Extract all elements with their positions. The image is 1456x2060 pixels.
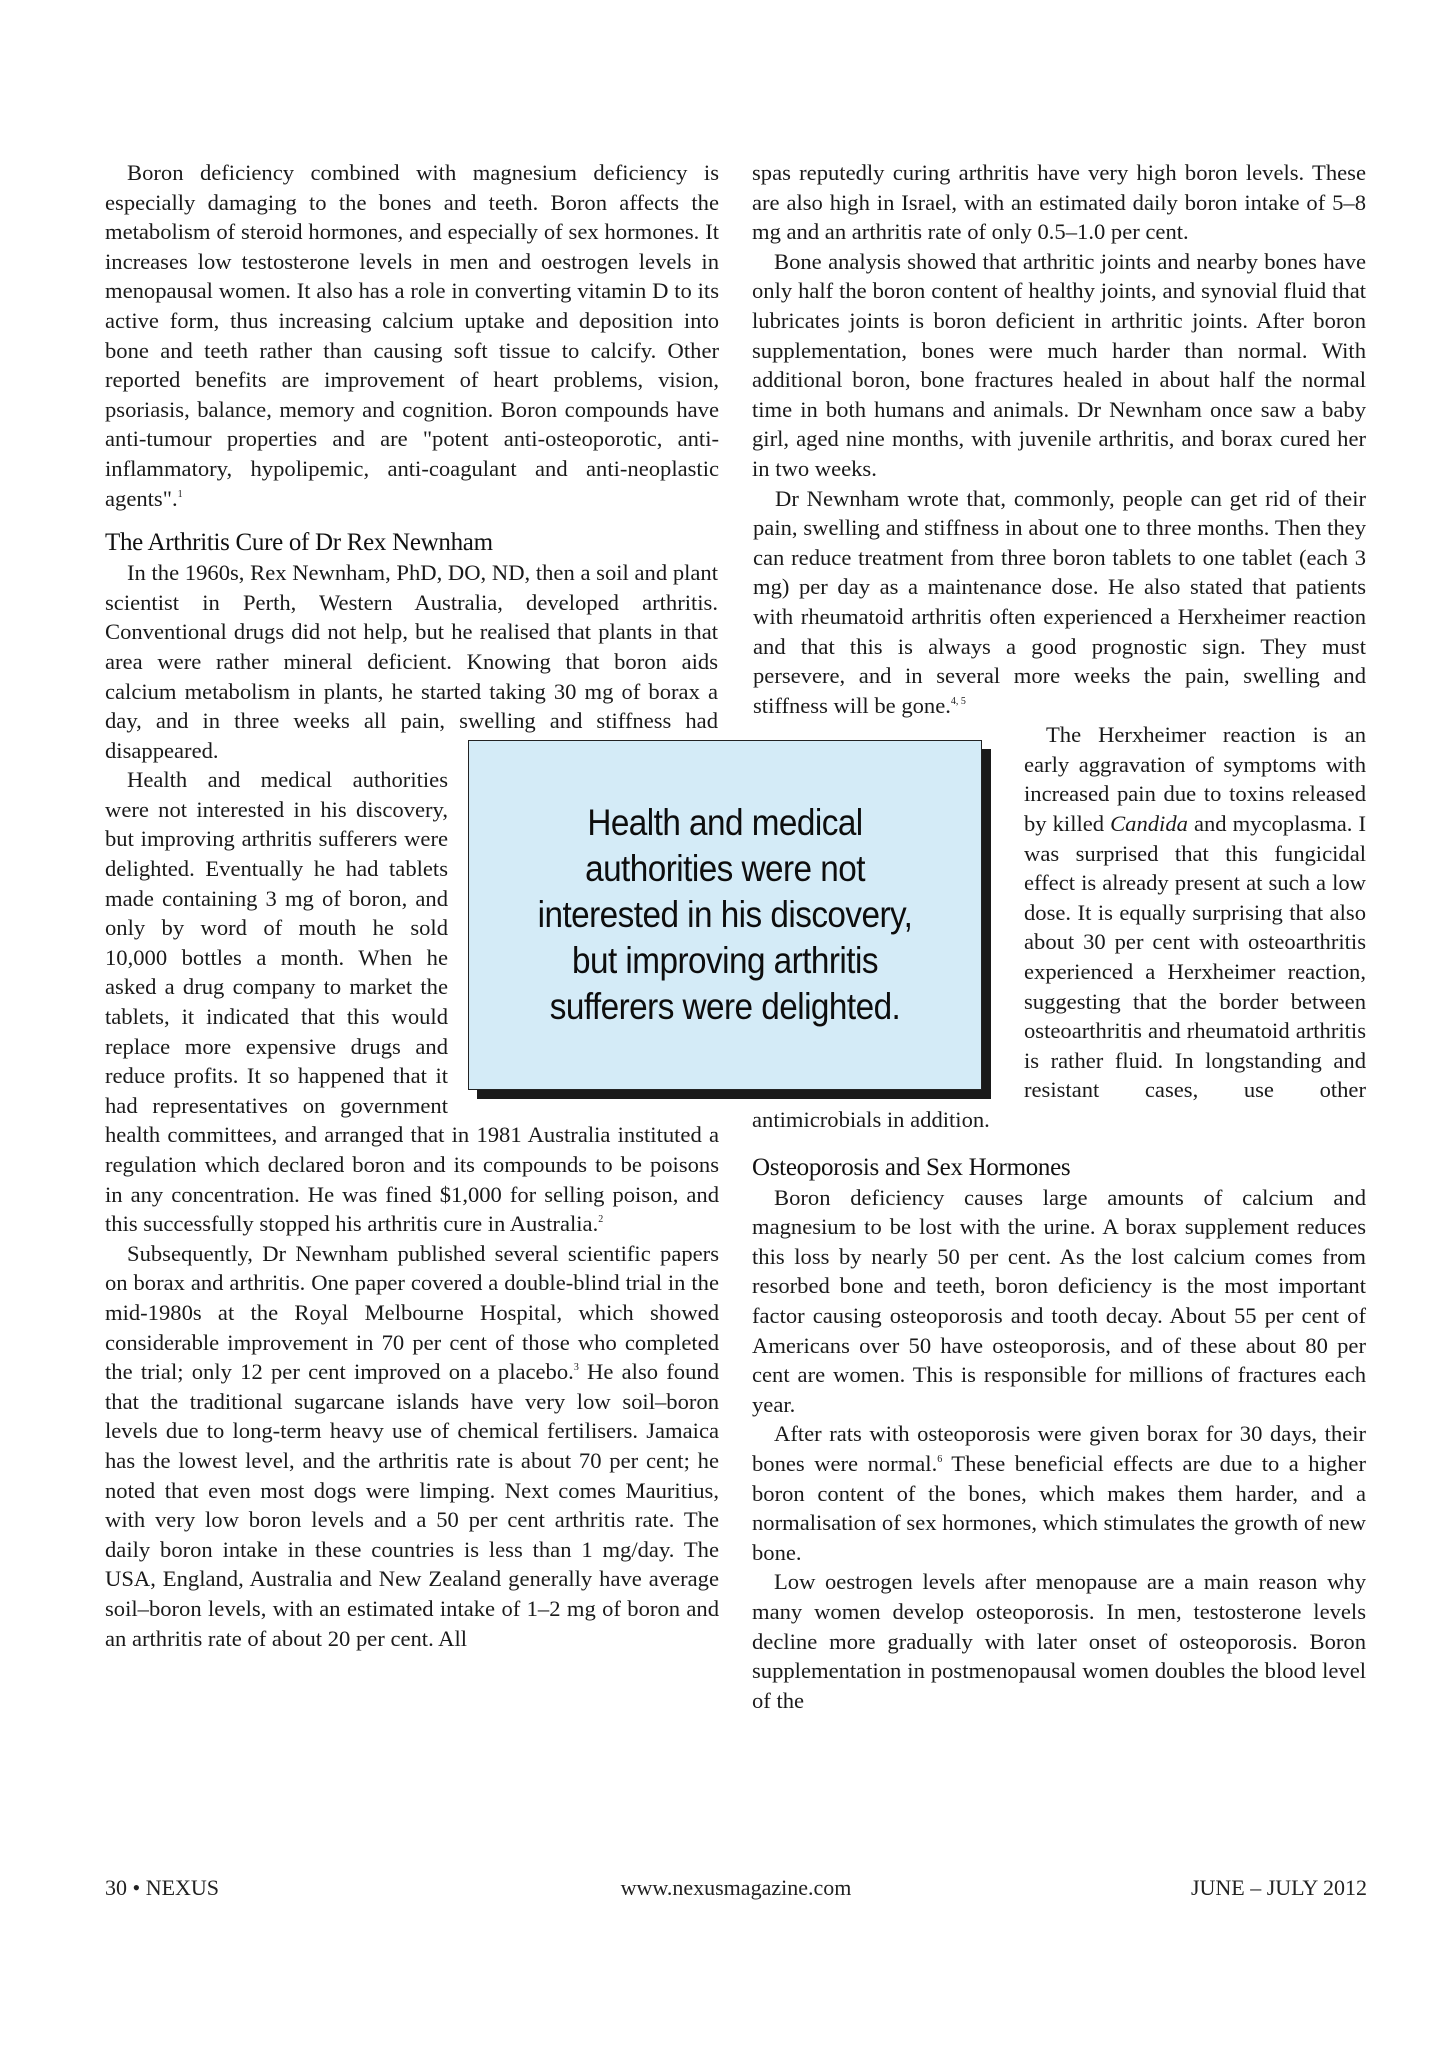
pull-quote-text: Health and medical authorities were not interested in his discovery, but improving arthritis sufferers were delighted. xyxy=(537,802,913,1027)
paragraph: spas reputedly curing arthritis have very high boron levels. These are also high in Israel, with an estimated daily boron intake of 5–8 mg and an arthritis rate of only 0.5–1.0 per cent. xyxy=(752,160,1366,245)
footnote-ref: 2 xyxy=(598,1214,604,1226)
paragraph: The Herxheimer reaction is an early aggravation of symptoms with increased pain due to toxins released by killed Candida and mycoplasma. I was surprised that this fungicidal effect is already present at such a low dose. It is equally surprising that also about 30 per cent with osteoarthritis experienced a Herxheimer reaction, suggesting that the border between osteoarthritis and rheumatoid arthritis is rather fluid. In longstanding and resistant cases, use other antimicrobials in addition. xyxy=(752,722,1366,1132)
paragraph: Low oestrogen levels after menopause are a main reason why many women develop osteoporosis. In men, testosterone levels decline more gradually with later onset of osteoporosis. Boron supplementation in postmenopausal women doubles the blood level of the xyxy=(752,1569,1366,1713)
paragraph: Health and medical authorities were not interested in his discovery, but improving arthritis sufferers were delighted. Eventually he had tablets made containing 3 mg of boron, and only by word of mouth he sold 10,000 bottles a month. When he asked a drug company to market the tablets, it indicated that this would replace more expensive drugs and reduce profits. It so happened that it had representatives on government health committees, and arranged that in 1981 Australia instituted a regulation which declared boron and its compounds to be poisons in any concentration. He was fined $1,000 for selling poison, and this successfully stopped his arthritis cure in Australia.$^2$ xyxy=(105,767,719,1237)
footnote-ref: 1 xyxy=(177,488,183,500)
paragraph: Boron deficiency causes large amounts of calcium and magnesium to be lost with the urine. A borax supplement reduces this loss by nearly 50 per cent. As the lost calcium comes from resorbed bone and teeth, boron deficiency is the most important factor causing osteoporosis and tooth decay. About 55 per cent of Americans over 50 have osteoporosis, and of these about 80 per cent are women. This is responsible for millions of fractures each year. xyxy=(752,1184,1366,1417)
section-heading: Osteoporosis and Sex Hormones xyxy=(752,1153,1071,1181)
paragraph: Dr Newnham wrote that, commonly, people can get rid of their pain, swelling and stiffness in about one to three months. Then they can reduce treatment from three boron tablets to one tablet (each 3 mg) per day as a maintenance dose. He also stated that patients with rheumatoid arthritis often experienced a Herxheimer reaction and that this is always a good prognostic sign. They must persevere, and in several more weeks the pain, swelling and stiffness will be gone.$^{4, 5}$ xyxy=(753,485,1366,718)
footer-url: www.nexusmagazine.com xyxy=(620,1875,852,1900)
paragraph: Bone analysis showed that arthritic joints and nearby bones have only half the boron content of healthy joints, and synovial fluid that lubricates joints is boron deficient in arthritic joints. After boron supplementation, bones were much harder than normal. With additional boron, bone fractures healed in about half the normal time in both humans and animals. Dr Newnham once saw a baby girl, aged nine months, with juvenile arthritis, and borax cured her in two weeks. xyxy=(752,248,1366,481)
footnote-ref: 3 xyxy=(573,1362,579,1374)
paragraph: After rats with osteoporosis were given borax for 30 days, their bones were normal.$^6$ These beneficial effects are due to a higher boron content of the bones, which makes them harder, and a normalisation of sex hormones, which stimulates the growth of new bone. xyxy=(752,1421,1366,1565)
page-number: 30 • NEXUS xyxy=(105,1875,220,1900)
paragraph: Boron deficiency combined with magnesium deficiency is especially damaging to the bones and teeth. Boron affects the metabolism of steroid hormones, and especially of sex hormones. It increases low testosterone levels in men and oestrogen levels in menopausal women. It also has a role in converting vitamin D to its active form, thus increasing calcium uptake and deposition into bone and teeth rather than causing soft tissue to calcify. Other reported benefits are improvement of heart problems, vision, psoriasis, balance, memory and cognition. Boron compounds have anti-tumour properties and are "potent anti-osteoporotic, anti-inflammatory, hypolipemic, anti-coagulant and anti-neoplastic agents".$^1$ xyxy=(105,160,719,511)
paragraph: In the 1960s, Rex Newnham, PhD, DO, ND, then a soil and plant scientist in Perth, Western Australia, developed arthritis. Conventional drugs did not help, but he realised that plants in that area were rather mineral deficient. Knowing that boron aids calcium metabolism in plants, he started taking 30 mg of borax a day, and in three weeks all pain, swelling and stiffness had disappeared. xyxy=(105,560,718,763)
footnote-ref: 6 xyxy=(937,1453,943,1465)
section-heading: The Arthritis Cure of Dr Rex Newnham xyxy=(105,529,493,557)
page-footer xyxy=(105,1875,1367,1905)
italic-term: Candida xyxy=(1110,811,1188,837)
pull-quote-box xyxy=(468,740,982,1090)
footnote-ref: 4, 5 xyxy=(950,695,966,707)
paragraph: Subsequently, Dr Newnham published several scientific papers on borax and arthritis. One paper covered a double-blind trial in the mid-1980s at the Royal Melbourne Hospital, which showed considerable improvement in 70 per cent of those who completed the trial; only 12 per cent improved on a placebo.$^3$ He also found that the traditional sugarcane islands have very low soil–boron levels due to long-term heavy use of chemical fertilisers. Jamaica has the lowest level, and the arthritis rate is about 70 per cent; he noted that even most dogs were limping. Next comes Mauritius, with very low boron levels and a 50 per cent arthritis rate. The daily boron intake in these countries is less than 1 mg/day. The USA, England, Australia and New Zealand generally have average soil–boron levels, with an estimated intake of 1–2 mg of boron and an arthritis rate of about 20 per cent. All xyxy=(105,1240,719,1651)
issue-date: JUNE – JULY 2012 xyxy=(1190,1875,1367,1900)
